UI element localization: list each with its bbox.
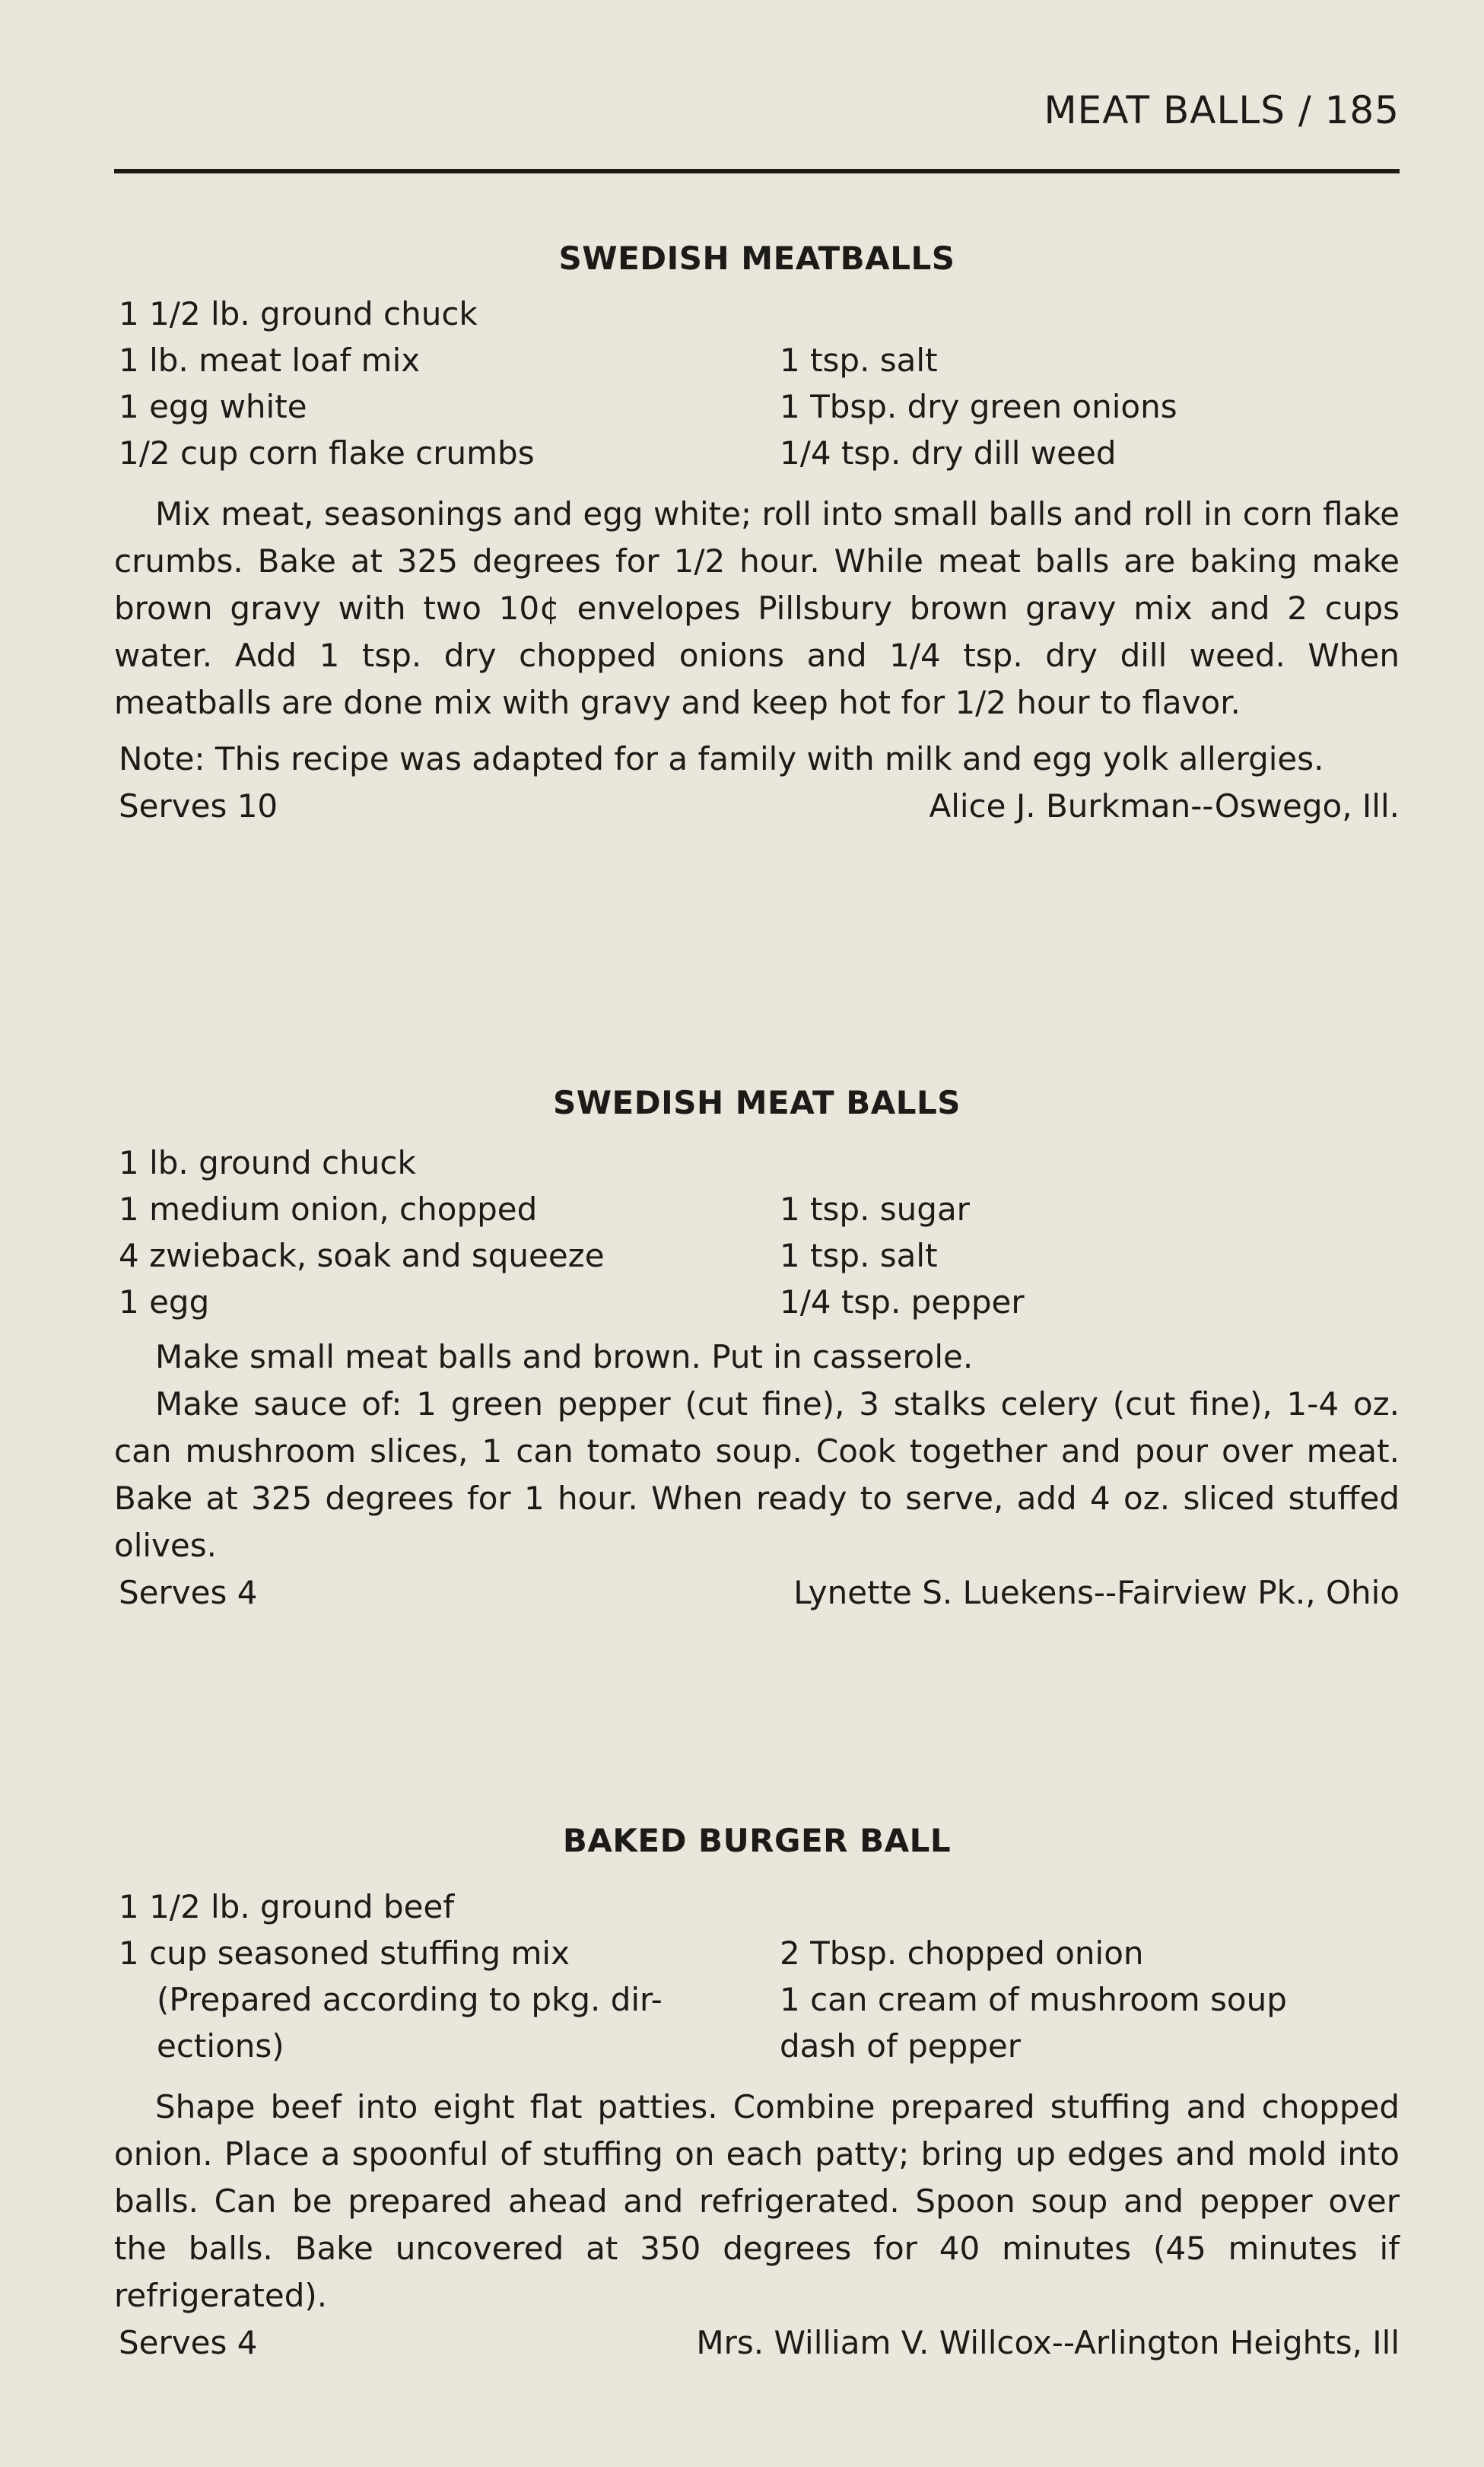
ingredient: 1 medium onion, chopped [119, 1191, 538, 1228]
ingredient: 1 1/2 lb. ground chuck [119, 295, 478, 332]
recipe-title: SWEDISH MEATBALLS [558, 240, 955, 277]
ingredient: 1 lb. ground chuck [119, 1144, 416, 1181]
ingredient-column-right [780, 337, 1396, 476]
recipe-title: SWEDISH MEAT BALLS [552, 1084, 961, 1121]
recipe-note: Note: This recipe was adapted for a family with milk and egg yolk allergies. [119, 740, 1324, 777]
recipe-signature [114, 783, 1400, 830]
recipe-title: BAKED BURGER BALL [562, 1822, 952, 1859]
ingredient: 1 can cream of mushroom soup [780, 1981, 1287, 2018]
contributor-credit: Alice J. Burkman--Oswego, Ill. [929, 787, 1400, 825]
ingredient-column-right [780, 1930, 1396, 2069]
recipe-signature [114, 1569, 1400, 1617]
serves-count: Serves 4 [119, 1574, 258, 1611]
ingredient: (Prepared according to pkg. dir- [157, 1981, 663, 2018]
ingredient: 1 lb. meat loaf mix [119, 342, 421, 379]
ingredient-list [114, 291, 1400, 478]
contributor-credit: Mrs. William V. Willcox--Arlington Heights, Ill [696, 2324, 1400, 2361]
ingredient-column-right [780, 1186, 1396, 1325]
serves-count: Serves 10 [119, 787, 278, 825]
ingredient-column-left [119, 1884, 773, 2069]
header-rule [114, 169, 1400, 173]
recipe-swedish-meat-balls [114, 1080, 1400, 1617]
ingredient: 1 tsp. sugar [780, 1191, 970, 1228]
ingredient: 1 tsp. salt [780, 342, 938, 379]
recipe-signature [114, 2319, 1400, 2367]
ingredient: 1 Tbsp. dry green onions [780, 388, 1177, 425]
ingredient-list [114, 1140, 1400, 1327]
ingredient: 4 zwieback, soak and squeeze [119, 1237, 605, 1274]
ingredient: 1/4 tsp. dry dill weed [780, 434, 1117, 472]
ingredient: 2 Tbsp. chopped onion [780, 1934, 1144, 1972]
ingredient-column-left [119, 1140, 773, 1325]
serves-count: Serves 4 [119, 2324, 258, 2361]
running-head: MEAT BALLS / 185 [1044, 88, 1400, 132]
ingredient-list [114, 1884, 1400, 2071]
ingredient: dash of pepper [780, 2027, 1022, 2065]
directions-paragraph: Mix meat, seasonings and egg white; roll into small balls and roll in corn flake crumbs. Bake at 325 degrees for 1/2 hour. While meat balls are baking make brown gravy with two 10¢ envelopes Pillsbury brown gravy mix and 2 cups water. Add 1 tsp. dry chopped onions and 1/4 tsp. dry dill weed. When meatballs are done mix with gravy and keep hot for 1/2 hour to flavor. [114, 495, 1400, 721]
ingredient: 1 tsp. salt [780, 1237, 938, 1274]
directions-paragraph: Shape beef into eight flat patties. Combine prepared stuffing and chopped onion. Place a spoonful of stuffing on each patty; bring up edges and mold into balls. Can be prepared ahead and refrigerated. Spoon soup and pepper over the balls. Bake uncovered at 350 degrees for 40 minutes (45 minutes if refrigerated). [114, 2088, 1400, 2314]
ingredient: 1 cup seasoned stuffing mix [119, 1934, 570, 1972]
ingredient: 1 egg [119, 1283, 210, 1321]
ingredient: 1 egg white [119, 388, 307, 425]
directions-paragraph: Make small meat balls and brown. Put in casserole. [155, 1338, 974, 1375]
ingredient: 1/2 cup corn flake crumbs [119, 434, 535, 472]
ingredient: ections) [157, 2027, 284, 2065]
recipe-swedish-meatballs [114, 236, 1400, 830]
ingredient: 1/4 tsp. pepper [780, 1283, 1025, 1321]
recipe-baked-burger-ball [114, 1818, 1400, 2367]
ingredient: 1 1/2 lb. ground beef [119, 1888, 455, 1925]
contributor-credit: Lynette S. Luekens--Fairview Pk., Ohio [793, 1574, 1400, 1611]
ingredient-column-left [119, 291, 773, 476]
directions-paragraph: Make sauce of: 1 green pepper (cut fine), 3 stalks celery (cut fine), 1-4 oz. can mushroom slices, 1 can tomato soup. Cook together and pour over meat. Bake at 325 degrees for 1 hour. When ready to serve, add 4 oz. sliced stuffed olives. [114, 1385, 1400, 1564]
